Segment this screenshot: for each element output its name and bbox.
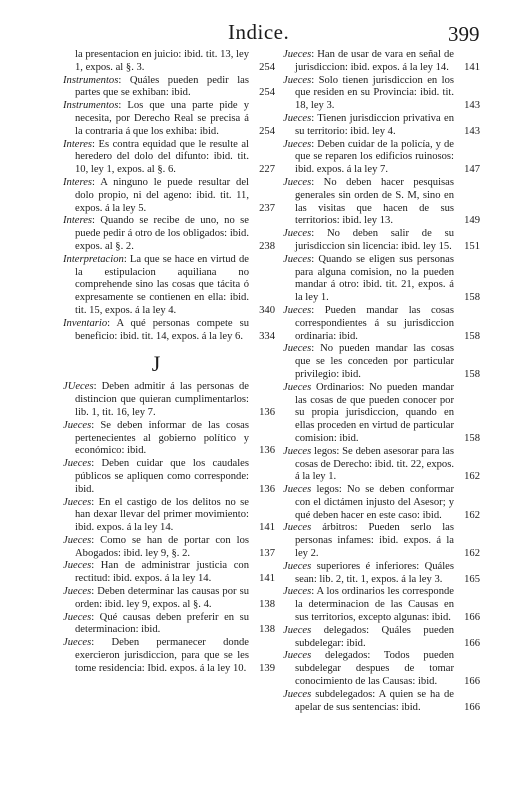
entry-page-ref: 162: [464, 548, 480, 560]
entry-headword: Jueces: [283, 176, 312, 188]
entry-text: : Deben cuidar que los caudales públicos se apliquen como corresponde: ibid.: [75, 458, 249, 495]
entry-headword: Jueces: [63, 458, 92, 470]
entry-page-ref: 166: [464, 701, 480, 713]
index-entry: [283, 689, 480, 715]
entry-headword: Jueces: [283, 228, 312, 240]
entry-text: : Se deben informar de las cosas pertenecientes al gobierno político y económico: ibid.: [75, 419, 249, 457]
entry-page-ref: 162: [464, 509, 480, 521]
entry-headword: Jueces: [63, 496, 92, 508]
entry-headword: Instrumentos: [63, 74, 119, 86]
entry-headword: Jueces: [283, 484, 312, 496]
entry-page-ref: 340: [259, 304, 275, 316]
index-entry: [63, 49, 275, 75]
right-column: [283, 49, 480, 714]
entry-text: : A qué personas compete su beneficio: ibid. tit. 14, expos. á la ley 6.: [75, 317, 249, 342]
index-entry: [283, 446, 480, 484]
index-entry: [63, 215, 275, 253]
index-entry: [283, 177, 480, 228]
entry-text: : Quáles pueden pedir las partes que se exhiban: ibid.: [75, 74, 249, 99]
index-entry: [63, 535, 275, 561]
entry-page-ref: 141: [259, 522, 275, 534]
entry-page-ref: 158: [464, 368, 480, 380]
page-number: 399: [448, 22, 480, 46]
entry-headword: Jueces: [283, 560, 312, 572]
index-entry: [283, 650, 480, 688]
entry-headword: Jueces: [283, 586, 312, 598]
entry-text: : Los que una parte pide y necesita, por Derecho Real se precisa á la contraria á que los exhiba: ibid.: [75, 100, 249, 137]
index-entry: [283, 382, 480, 446]
index-entry: [63, 586, 275, 612]
entry-page-ref: 136: [259, 406, 275, 418]
entry-text: delegados: Todos pueden subdelegar despues de tomar conocimiento de las Causas: ibid.: [295, 650, 454, 688]
index-entry: [283, 586, 480, 624]
entry-headword: Jueces: [283, 688, 312, 700]
entry-headword: Instrumentos: [63, 100, 119, 112]
index-entry: [63, 381, 275, 419]
entry-headword: Jueces: [283, 343, 312, 355]
entry-page-ref: 137: [259, 547, 275, 559]
entry-text: superiores é inferiores: Quáles sean: lib. 2, tit. 1, expos. á la ley 3.: [295, 560, 454, 585]
entry-page-ref: 141: [464, 61, 480, 73]
entry-headword: Interpretacion: [63, 253, 124, 265]
index-entry: [63, 75, 275, 101]
entry-text: Ordinarios: No pueden mandar las cosas de que pueden conocer por su propia jurisdiccion, quando en ellas proceden en virtud de particular comision: ibid.: [295, 381, 454, 444]
entry-headword: Jueces: [283, 624, 312, 636]
index-entry: [63, 254, 275, 318]
index-entry: [63, 100, 275, 138]
entry-headword: JUeces: [63, 381, 94, 393]
entry-page-ref: 254: [259, 87, 275, 99]
entry-text: : Qué causas deben preferir en su determinacion: ibid.: [75, 611, 249, 636]
index-entry: [63, 458, 275, 496]
index-entry: [283, 49, 480, 75]
entry-headword: Jueces: [63, 637, 92, 649]
entry-headword: Inventario: [63, 317, 108, 329]
entry-text: : En el castigo de los delitos no se han dexar llevar del primer movimiento: ibid. expos. á la ley 14.: [75, 496, 249, 534]
section-letter: J: [151, 351, 161, 377]
entry-text: : La que se hace en virtud de la estipulacion aquiliana no comprehende sino las cosas que tácita ó expresamente se contienen en ella: ibid. tit. 15, expos. á la ley 4.: [75, 253, 249, 316]
entry-text: : Han de usar de vara en señal de jurisdiccion: ibid. expos. á la ley 14.: [295, 49, 454, 73]
entry-page-ref: 143: [464, 125, 480, 137]
entry-headword: Jueces: [283, 49, 312, 60]
entry-headword: Jueces: [63, 586, 92, 598]
entry-page-ref: 149: [464, 215, 480, 227]
index-entry: [63, 560, 275, 586]
entry-page-ref: 254: [259, 61, 275, 73]
index-entry: [283, 254, 480, 305]
entry-headword: Jueces: [283, 381, 312, 393]
index-entry: [63, 177, 275, 215]
entry-page-ref: 138: [259, 624, 275, 636]
entry-page-ref: 166: [464, 637, 480, 649]
entry-text: : Tienen jurisdiccion privativa en su territorio: ibid. ley 4.: [295, 112, 454, 137]
entry-text: : Deben permanecer donde exercieron jurisdiccion, para que se les tome residencia: Ibid. expos. á la ley 10.: [75, 637, 249, 674]
entry-headword: Jueces: [63, 534, 92, 546]
entry-text: : Quando se eligen sus personas para alguna comision, no la pueden mandar á otro: ibid. tit. 21, expos. á la ley 1.: [295, 253, 454, 304]
index-entry: [283, 228, 480, 254]
entry-headword: Jueces: [283, 112, 312, 124]
entry-text: : Deben determinar las causas por su orden: ibid. ley 9, expos. al §. 4.: [75, 586, 249, 610]
index-entry: [63, 497, 275, 535]
entry-page-ref: 136: [259, 445, 275, 457]
index-entry: [63, 637, 275, 675]
entry-headword: Jueces: [283, 650, 312, 662]
index-entry: [283, 625, 480, 651]
index-entry: [283, 484, 480, 522]
entry-text: árbitros: Pueden serlo las personas infames: ibid. expos. á la ley 2.: [295, 522, 454, 560]
entry-text: : A ninguno le puede resultar del dolo propio, ni del ageno: ibid. tit. 11, expos. á la ley 5.: [75, 176, 249, 214]
entry-page-ref: 141: [259, 573, 275, 585]
entry-headword: Interes: [63, 215, 93, 227]
entry-page-ref: 158: [464, 292, 480, 304]
index-entry: [283, 561, 480, 587]
entry-headword: Jueces: [283, 74, 312, 86]
index-entry: [63, 318, 275, 344]
entry-headword: Jueces: [63, 560, 92, 572]
entry-page-ref: 151: [464, 240, 480, 252]
entry-text: legos: Se deben asesorar para las cosas de Derecho: ibid. tit. 22, expos. á la ley 1.: [295, 445, 454, 483]
index-entry: [283, 113, 480, 139]
entry-headword: Jueces: [283, 138, 312, 150]
entry-headword: Jueces: [63, 611, 92, 623]
page-title: Indice.: [228, 20, 290, 44]
entry-text: : Deben cuidar de la policía, y de que se reparen los edificios ruinosos: ibid. expos. á la ley 7.: [295, 138, 454, 176]
entry-text: : No deben salir de su jurisdiccion sin licencia: ibid. ley 15.: [295, 228, 454, 252]
index-entry: [283, 305, 480, 343]
index-entry: [63, 612, 275, 638]
entry-page-ref: 334: [259, 330, 275, 342]
entry-headword: Interes: [63, 176, 93, 188]
entry-headword: Interes: [63, 138, 93, 150]
entry-page-ref: 147: [464, 164, 480, 176]
entry-page-ref: 254: [259, 125, 275, 137]
entry-text: : A los ordinarios les corresponde la determinacion de las Causas en sus territorios, excepto algunas: ibid.: [295, 586, 454, 624]
index-entry: [63, 420, 275, 458]
left-column: [63, 49, 275, 676]
entry-page-ref: 158: [464, 330, 480, 342]
entry-text: : Pueden mandar las cosas correspondientes á su jurisdiccion ordinaria: ibid.: [295, 304, 454, 342]
index-entry: [283, 139, 480, 177]
entry-text: : Es contra equidad que le resulte al heredero del dolo del difunto: ibid. tit. 10, ley 1, expos. al §. 6.: [75, 138, 249, 176]
entry-text: : Quando se recibe de uno, no se puede pedir á otro de los obligados: ibid. expos. al §. 2.: [75, 215, 249, 252]
entry-page-ref: 158: [464, 432, 480, 444]
entry-text: : Solo tienen jurisdiccion en los que residen en su Provincia: ibid. tit. 18, ley 3.: [295, 74, 454, 112]
page-header: [0, 18, 532, 52]
entry-page-ref: 166: [464, 676, 480, 688]
entry-text: : No deben hacer pesquisas generales sin orden de S. M, sino en las visitas que hacen de sus territorios: ibid. ley 13.: [295, 176, 454, 227]
entry-page-ref: 237: [259, 202, 275, 214]
entry-page-ref: 139: [259, 662, 275, 674]
entry-headword: Jueces: [283, 253, 312, 265]
entry-page-ref: 227: [259, 164, 275, 176]
entry-headword: Jueces: [283, 304, 312, 316]
entry-text: legos: No se deben conformar con el dictámen injusto del Asesor; y qué deben hacer en este caso: ibid.: [295, 484, 454, 521]
entry-text: : No pueden mandar las cosas que se les conceden por particular privilegio: ibid.: [295, 343, 454, 380]
index-entry: [283, 343, 480, 381]
index-entry: [283, 75, 480, 113]
entry-page-ref: 143: [464, 100, 480, 112]
entry-headword: Jueces: [63, 419, 92, 431]
entry-page-ref: 165: [464, 573, 480, 585]
entry-page-ref: 166: [464, 612, 480, 624]
entry-page-ref: 238: [259, 240, 275, 252]
index-entry: [63, 139, 275, 177]
entry-text: : Han de administrar justicia con rectitud: ibid. expos. á la ley 14.: [75, 560, 249, 585]
entry-page-ref: 136: [259, 483, 275, 495]
entry-page-ref: 162: [464, 471, 480, 483]
entry-text: subdelegados: A quien se ha de apelar de sus sentencias: ibid.: [295, 688, 454, 713]
entry-page-ref: 138: [259, 598, 275, 610]
entry-text: delegados: Quáles pueden subdelegar: ibid.: [295, 624, 454, 649]
entry-headword: Jueces: [283, 445, 312, 457]
index-entry: [283, 522, 480, 560]
entry-text: : Como se han de portar con los Abogados: ibid. ley 9, §. 2.: [75, 534, 249, 559]
entry-text: : Deben admitir á las personas de distincion que quieran cumplimentarlos: lib. 1, tit. 16, ley 7.: [75, 381, 249, 418]
entry-text: la presentacion en juicio: ibid. tit. 13, ley 1, expos. al §. 3.: [75, 49, 249, 73]
entry-headword: Jueces: [283, 522, 312, 534]
